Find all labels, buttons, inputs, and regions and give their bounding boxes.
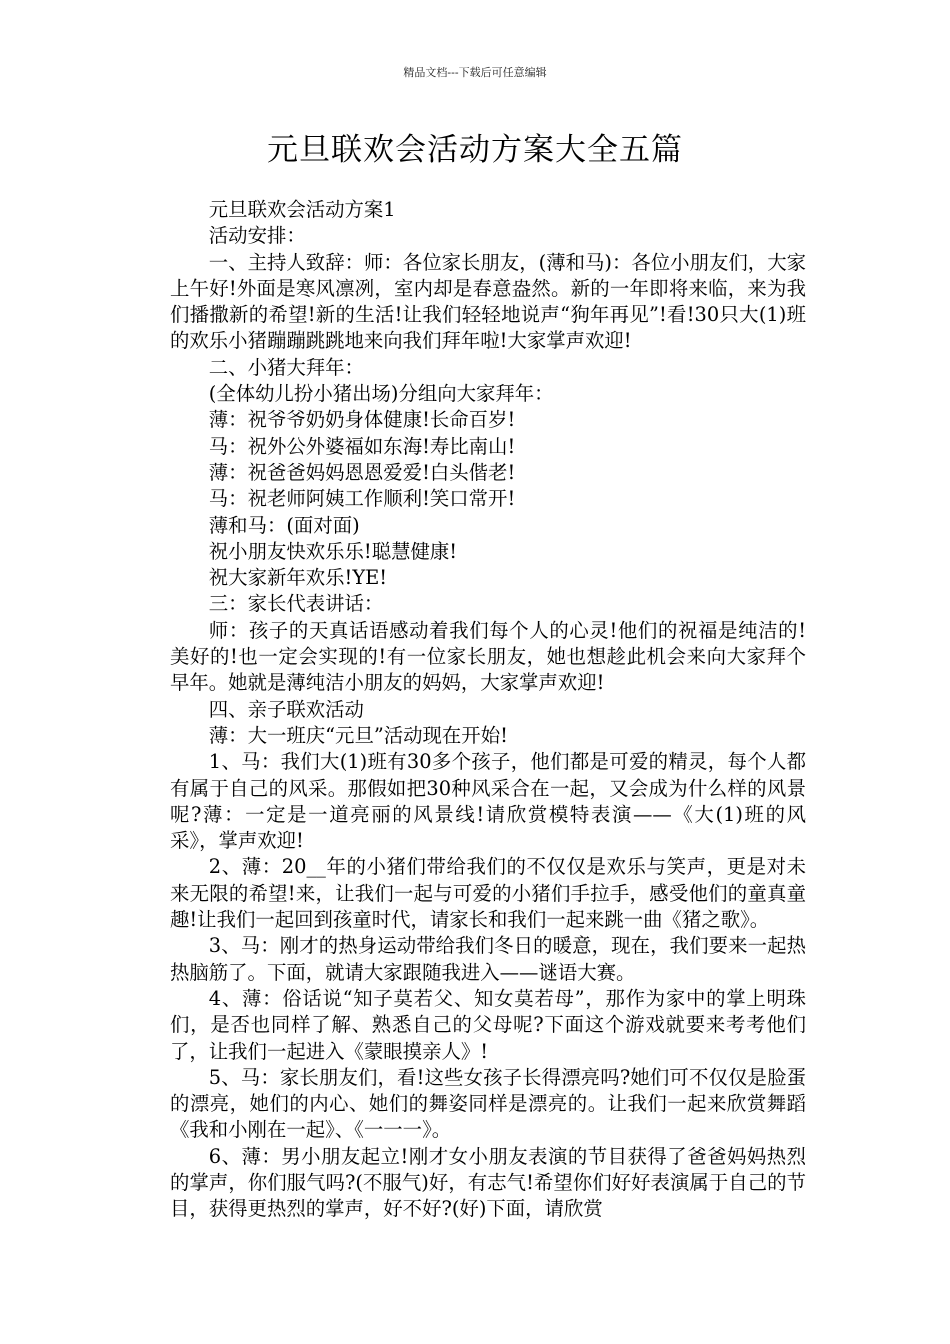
paragraph-greeting-4: 马：祝老师阿姨工作顺利!笑口常开! [208, 487, 516, 511]
paragraph-greeting-7: 祝大家新年欢乐!YE! [208, 566, 388, 590]
paragraph-item-2: 2、薄：20__年的小猪们带给我们的不仅仅是欢乐与笑声，更是对未来无限的希望!来，让我们一起与可爱的小猪们手拉手，感受他们的童真童趣!让我们一起回到孩童时代，请家长和我们一起来跳一曲《猪之歌》。 [170, 855, 806, 932]
paragraph-greeting-2: 马：祝外公外婆福如东海!寿比南山! [208, 434, 516, 458]
paragraph-item-3: 3、马：刚才的热身运动带给我们冬日的暖意，现在，我们要来一起热热脑筋了。下面，就请大家跟随我进入——谜语大赛。 [170, 934, 806, 984]
paragraph-greeting-3: 薄：祝爸爸妈妈恩恩爱爱!白头偕老! [208, 460, 516, 484]
paragraph-opening: 薄：大一班庆“元旦”活动现在开始! [208, 723, 508, 747]
paragraph-group-greeting: (全体幼儿扮小猪出场)分组向大家拜年： [208, 382, 554, 406]
document-body [170, 197, 806, 1223]
paragraph-section-four: 四、亲子联欢活动 [208, 697, 364, 721]
paragraph-greeting-1: 薄：祝爷爷奶奶身体健康!长命百岁! [208, 408, 516, 432]
page-header: 精品文档---下载后可任意编辑 [403, 66, 547, 79]
paragraph-item-6: 6、薄：男小朋友起立!刚才女小朋友表演的节目获得了爸爸妈妈热烈的掌声，你们服气吗?(不服气)好，有志气!希望你们好好表演属于自己的节目，获得更热烈的掌声，好不好?(好)下面，请欣赏 [170, 1144, 806, 1221]
paragraph-greeting-6: 祝小朋友快欢乐乐!聪慧健康! [208, 539, 458, 563]
document-title: 元旦联欢会活动方案大全五篇 [267, 132, 683, 168]
paragraph-item-4: 4、薄：俗话说“知子莫若父、知女莫若母”，那作为家中的掌上明珠们，是否也同样了解、熟悉自己的父母呢?下面这个游戏就要来考考他们了，让我们一起进入《蒙眼摸亲人》! [170, 986, 806, 1063]
paragraph-item-1: 1、马：我们大(1)班有30多个孩子，他们都是可爱的精灵，每个人都有属于自己的风采。那假如把30种风采合在一起，又会成为什么样的风景呢?薄：一定是一道亮丽的风景线!请欣赏模特表演——《大(1)班的风采》，掌声欢迎! [170, 750, 806, 853]
paragraph-greeting-5: 薄和马：(面对面) [208, 513, 360, 537]
paragraph-section-three: 三：家长代表讲话： [208, 592, 384, 616]
paragraph-host-speech: 一、主持人致辞：师：各位家长朋友，(薄和马)：各位小朋友们，大家上午好!外面是寒风凛冽，室内却是春意盎然。新的一年即将来临，来为我们播撒新的希望!新的生活!让我们轻轻地说声“狗年再见”!看!30只大(1)班的欢乐小猪蹦蹦跳跳地来向我们拜年啦!大家掌声欢迎! [170, 250, 806, 353]
paragraph-item-5: 5、马：家长朋友们，看!这些女孩子长得漂亮吗?她们可不仅仅是脸蛋的漂亮，她们的内心、她们的舞姿同样是漂亮的。让我们一起来欣赏舞蹈《我和小刚在一起》、《一一一》。 [170, 1065, 806, 1142]
paragraph-section-two: 二、小猪大拜年： [208, 355, 364, 379]
paragraph-plan-heading: 元旦联欢会活动方案1 [208, 198, 396, 221]
paragraph-teacher-speech: 师：孩子的天真话语感动着我们每个人的心灵!他们的祝福是纯洁的!美好的!也一定会实现的!有一位家长朋友，她也想趁此机会来向大家拜个早年。她就是薄纯洁小朋友的妈妈，大家掌声欢迎! [170, 618, 806, 695]
paragraph-arrangement: 活动安排： [208, 224, 306, 248]
